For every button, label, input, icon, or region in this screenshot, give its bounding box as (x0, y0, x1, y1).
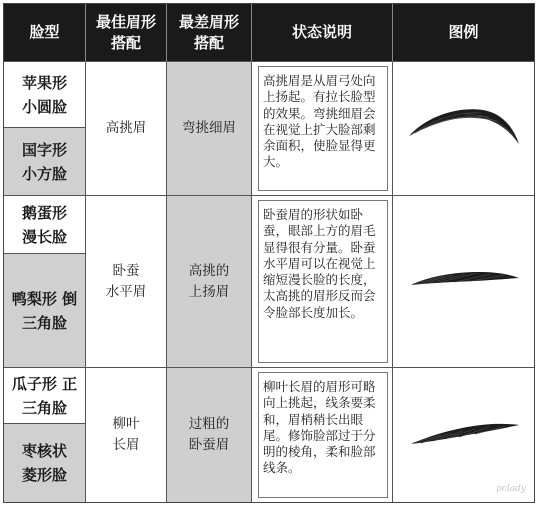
worst-brow-cell (167, 62, 252, 196)
header-face-type (4, 4, 86, 62)
face-type-label: 枣核状 菱形脸 (21, 442, 67, 484)
worst-brow-cell (167, 196, 252, 368)
illustration-cell (393, 196, 534, 368)
best-brow-label: 柳叶 长眉 (112, 416, 140, 453)
worst-brow-cell (167, 368, 252, 502)
face-type-label: 国字形 小方脸 (21, 140, 67, 183)
worst-brow-label: 弯挑细眉 (182, 120, 236, 136)
face-type-cell (4, 424, 86, 502)
willow-leaf-eyebrow-icon (405, 408, 523, 462)
best-brow-cell (86, 196, 167, 368)
header-illustration (393, 4, 534, 62)
best-brow-label: 高挑眉 (105, 120, 147, 136)
face-type-cell (4, 62, 86, 128)
header-description-text: 状态说明 (291, 23, 352, 41)
header-best-brow (86, 4, 167, 62)
worst-brow-label: 高挑的 上扬眉 (188, 262, 230, 300)
best-brow-cell (86, 62, 167, 196)
description-cell (252, 196, 393, 368)
header-illustration-text: 图例 (448, 23, 479, 41)
flat-thick-eyebrow-icon (405, 255, 523, 309)
face-type-label: 鹅蛋形 漫长脸 (21, 203, 67, 246)
face-eyebrow-table (3, 3, 535, 503)
best-brow-cell (86, 368, 167, 502)
best-brow-label: 卧蚕 水平眉 (105, 262, 147, 300)
header-description (252, 4, 393, 62)
face-type-cell (4, 368, 86, 424)
watermark: pclady (496, 484, 526, 494)
face-type-label: 瓜子形 正三角脸 (11, 374, 78, 417)
header-worst-brow-text: 最差眉形 搭配 (178, 12, 239, 52)
description-text: 高挑眉是从眉弓处向上扬起。有拉长脸型的效果。弯挑细眉会在视觉上扩大脸部剩余面积，使脸显得更大。 (258, 66, 388, 191)
header-worst-brow (167, 4, 252, 62)
face-type-cell (4, 196, 86, 254)
description-cell (252, 368, 393, 502)
header-best-brow-text: 最佳眉形 搭配 (95, 12, 156, 52)
face-type-label: 苹果形 小圆脸 (21, 73, 67, 116)
face-type-cell (4, 254, 86, 368)
face-type-cell (4, 128, 86, 196)
illustration-cell (393, 368, 534, 502)
illustration-cell (393, 62, 534, 196)
description-text: 柳叶长眉的眉形可略向上挑起，线条要柔和，眉梢稍长出眼尾。修饰脸部过于分明的棱角，柔和脸部线条。 (258, 372, 388, 498)
face-type-label: 鸭梨形 倒三角脸 (11, 289, 78, 332)
worst-brow-label: 过粗的 卧蚕眉 (188, 416, 230, 453)
description-cell (252, 62, 393, 196)
high-arched-eyebrow-icon (405, 102, 523, 156)
header-face-type-text: 脸型 (29, 23, 60, 41)
description-text: 卧蚕眉的形状如卧蚕，眼部上方的眉毛显得很有分量。卧蚕水平眉可以在视觉上缩短漫长脸的长度，太高挑的眉形反而会令脸部长度加长。 (258, 200, 388, 363)
